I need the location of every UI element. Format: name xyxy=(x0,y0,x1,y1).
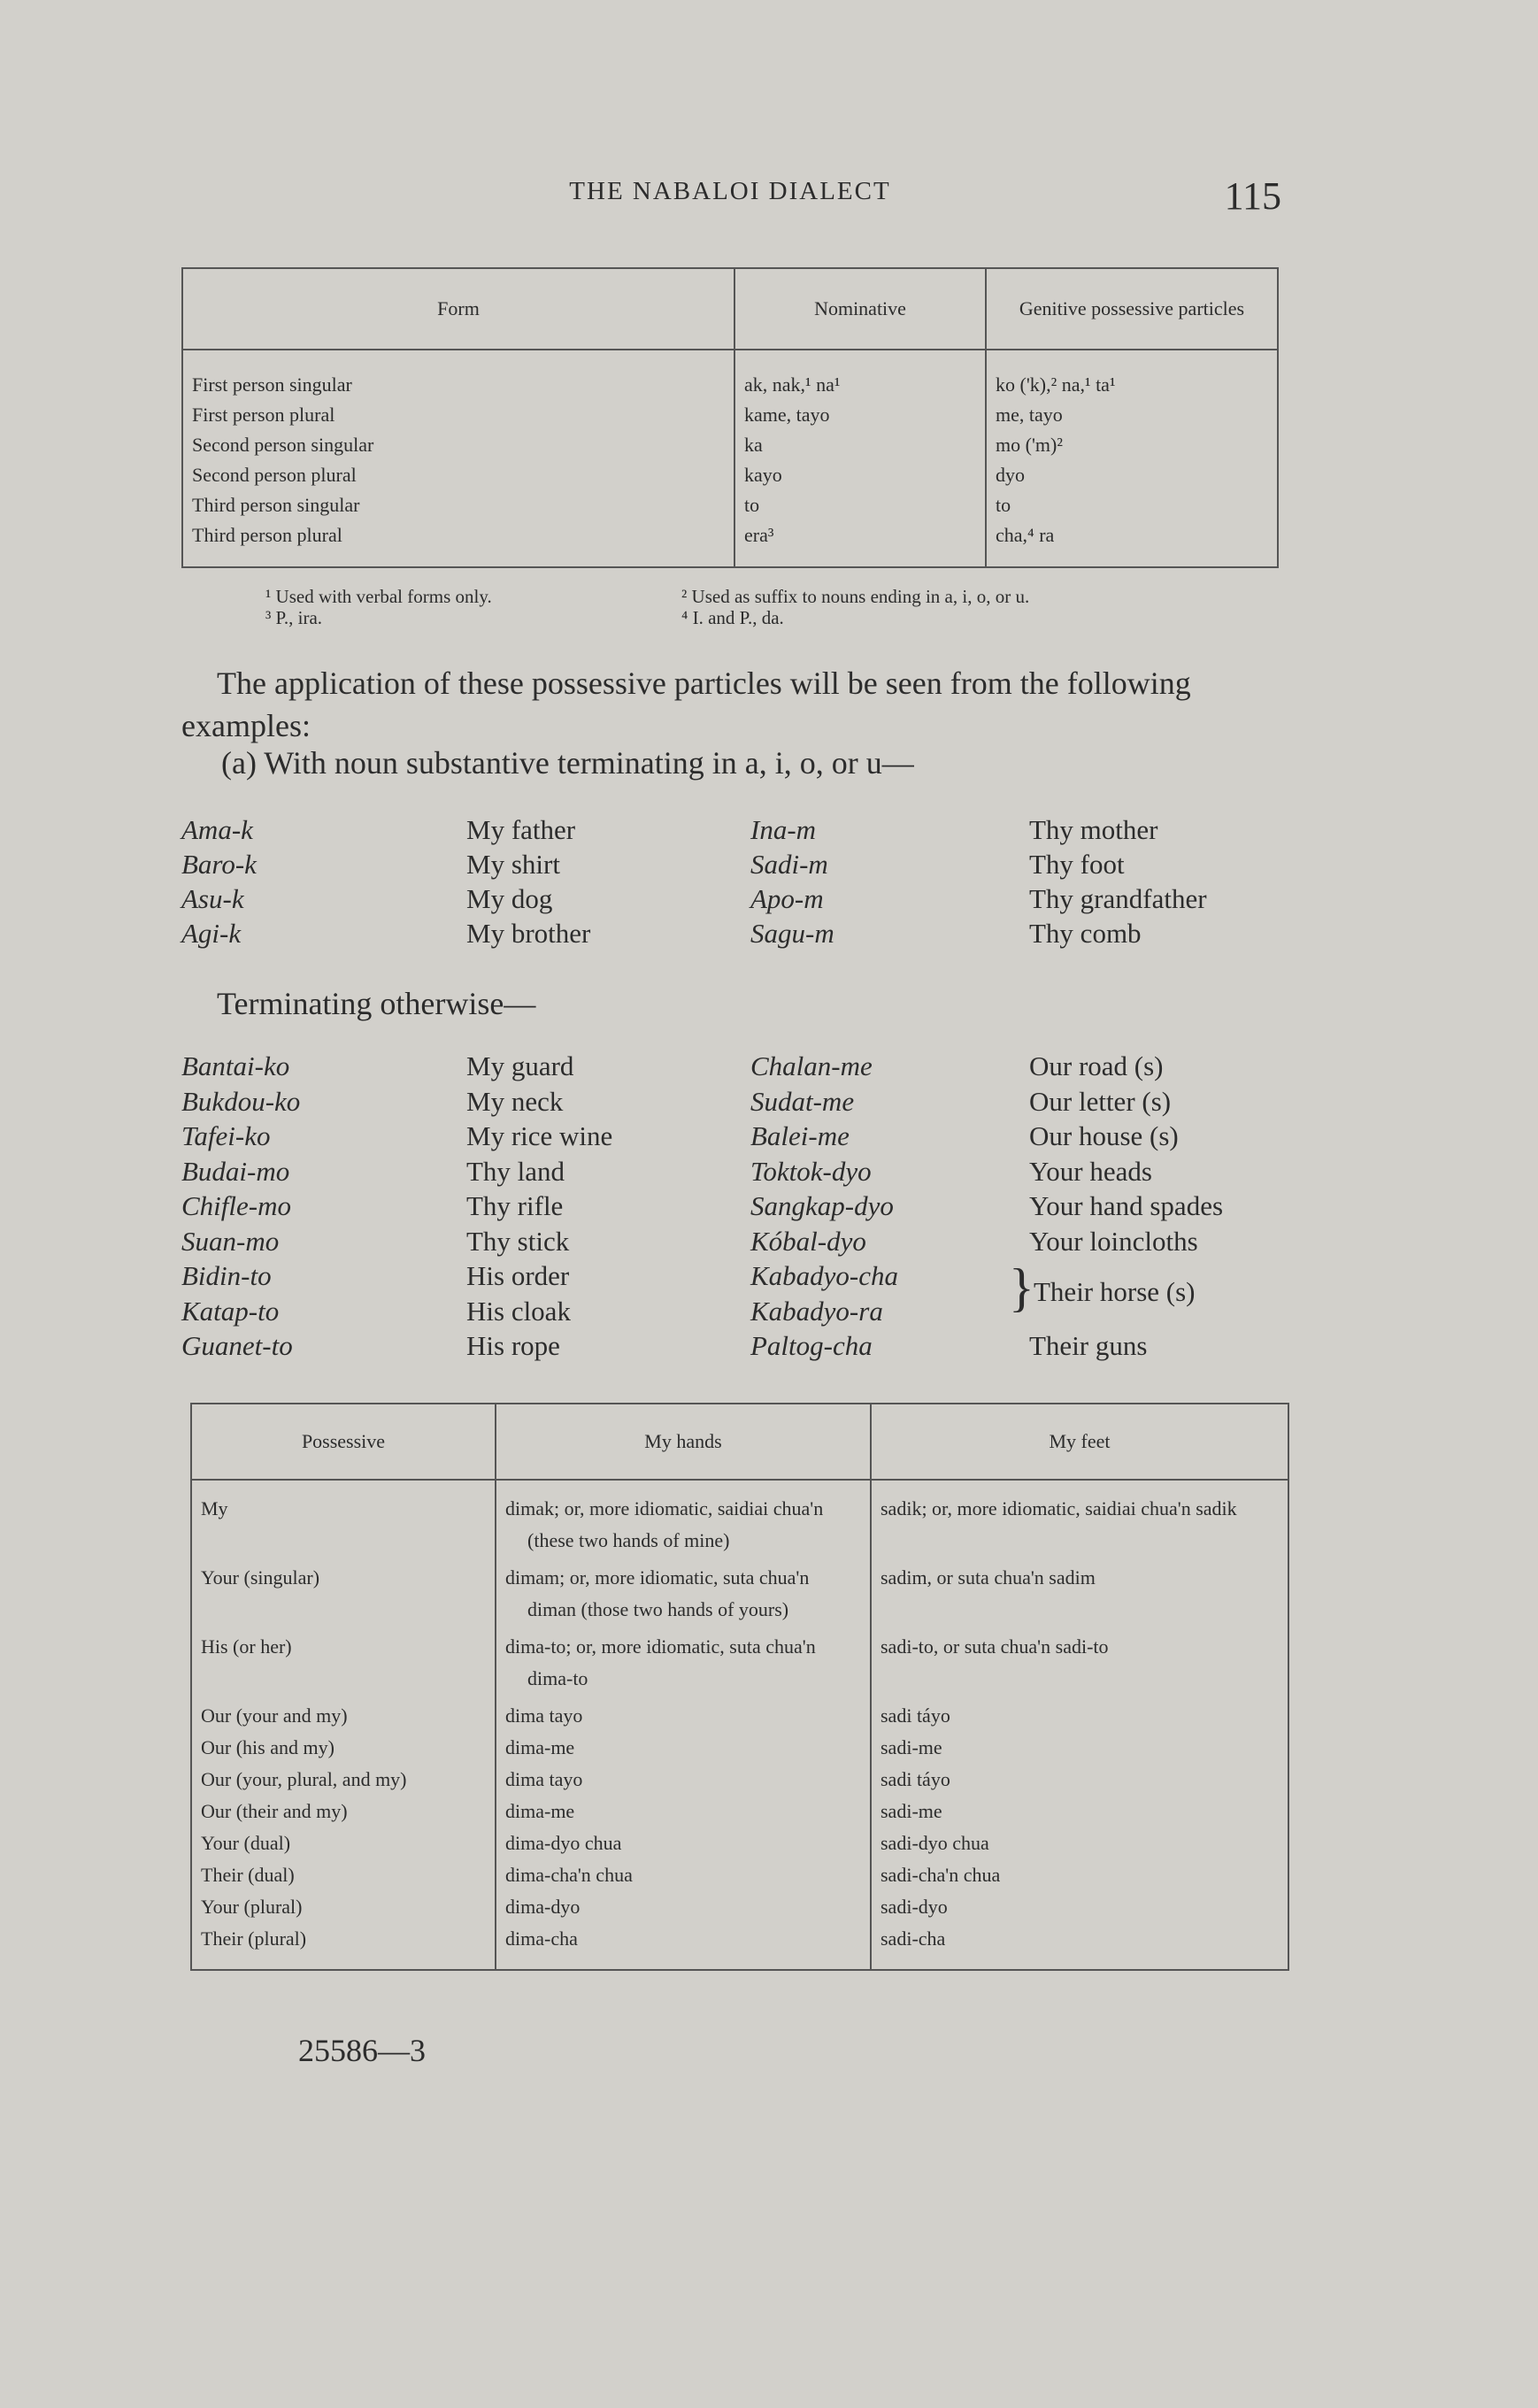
example-gloss: Our road (s) xyxy=(1029,1050,1164,1081)
cell-text: sadik; or, more idiomatic, saidiai chua'n sadik xyxy=(881,1497,1237,1519)
possessive-label xyxy=(191,1891,496,1923)
table-row xyxy=(191,1859,1288,1891)
nominative-cell: era³ xyxy=(734,520,986,567)
possessive-label xyxy=(191,1480,496,1562)
example-gloss: Thy stick xyxy=(466,1225,570,1257)
feet-cell xyxy=(871,1859,1288,1891)
example-form: Tafei-ko xyxy=(181,1120,271,1151)
cell-text: Your (plural) xyxy=(201,1896,303,1918)
possessive-label xyxy=(191,1562,496,1631)
genitive-cell: dyo xyxy=(986,460,1278,490)
hands-cell xyxy=(496,1732,871,1764)
hands-cell xyxy=(496,1827,871,1859)
feet-cell xyxy=(871,1923,1288,1970)
cell-text: dima-cha'n chua xyxy=(505,1864,633,1886)
cell-text: dimam; or, more idiomatic, suta chua'n diman (those two hands of yours) xyxy=(505,1566,810,1620)
table-row xyxy=(182,400,1278,430)
row-label: Second person singular xyxy=(192,434,377,456)
footnote-1: ¹ Used with verbal forms only. xyxy=(265,586,492,607)
cell-text: sadi-cha'n chua xyxy=(881,1864,1001,1886)
example-gloss: Thy foot xyxy=(1029,849,1125,880)
table-row xyxy=(191,1631,1288,1700)
example-form: Kóbal-dyo xyxy=(750,1225,866,1257)
cell-text: Our (his and my) xyxy=(201,1736,335,1758)
example-gloss: My rice wine xyxy=(466,1120,613,1151)
example-form: Ina-m xyxy=(750,814,817,845)
example-form: Suan-mo xyxy=(181,1225,280,1257)
brace-symbol: } xyxy=(1009,1258,1034,1317)
possessive-label xyxy=(191,1732,496,1764)
cell-text: sadim, or suta chua'n sadim xyxy=(881,1566,1096,1589)
cell-text: Our (your and my) xyxy=(201,1704,348,1727)
example-form: Baro-k xyxy=(181,849,257,880)
example-gloss: My father xyxy=(466,814,576,845)
table-row xyxy=(191,1700,1288,1732)
example-gloss: Thy comb xyxy=(1029,918,1142,949)
example-form: Kabadyo-ra xyxy=(750,1295,883,1327)
example-form: Chifle-mo xyxy=(181,1190,291,1221)
genitive-cell: to xyxy=(986,490,1278,520)
genitive-cell: mo ('m)² xyxy=(986,430,1278,460)
nominative-cell: to xyxy=(734,490,986,520)
table-row xyxy=(191,1827,1288,1859)
signature-mark: 25586—3 xyxy=(298,2033,426,2068)
row-label: First person plural xyxy=(192,404,338,426)
possessive-label xyxy=(191,1859,496,1891)
cell-text: Your (singular) xyxy=(201,1566,320,1589)
nominative-cell: kayo xyxy=(734,460,986,490)
cell-text: sadi-me xyxy=(881,1800,942,1822)
cell-text: dima tayo xyxy=(505,1768,583,1790)
example-gloss: My guard xyxy=(466,1050,574,1081)
footnote-2: ² Used as suffix to nouns ending in a, i, o, or u. xyxy=(681,586,1030,607)
running-head: THE NABALOI DIALECT xyxy=(569,177,891,205)
example-form: Ama-k xyxy=(181,814,253,845)
intro-paragraph: The application of these possessive particles will be seen from the following examples: xyxy=(181,665,1191,743)
table-row xyxy=(182,520,1278,567)
example-gloss: Your loincloths xyxy=(1029,1225,1198,1257)
section-otherwise-heading: Terminating otherwise— xyxy=(217,986,536,1021)
feet-cell xyxy=(871,1631,1288,1700)
example-form: Paltog-cha xyxy=(750,1330,873,1361)
example-gloss: Your heads xyxy=(1029,1155,1152,1187)
table-row xyxy=(191,1764,1288,1796)
example-form: Sangkap-dyo xyxy=(750,1190,894,1221)
cell-text: dima-to; or, more idiomatic, suta chua'n dima-to xyxy=(505,1635,816,1689)
nominative-cell: ka xyxy=(734,430,986,460)
example-gloss: Our house (s) xyxy=(1029,1120,1179,1151)
hands-feet-table xyxy=(190,1403,1289,1971)
example-row xyxy=(0,1190,1538,1226)
example-form: Guanet-to xyxy=(181,1330,293,1361)
example-row xyxy=(0,1120,1538,1156)
feet-cell xyxy=(871,1700,1288,1732)
table-row xyxy=(182,460,1278,490)
example-row xyxy=(0,1296,1538,1331)
example-row xyxy=(0,1050,1538,1086)
example-form: Kabadyo-cha xyxy=(750,1260,899,1291)
example-form: Bukdou-ko xyxy=(181,1085,301,1117)
column-header-nominative: Nominative xyxy=(734,268,986,350)
cell-text: Our (your, plural, and my) xyxy=(201,1768,407,1790)
feet-cell xyxy=(871,1764,1288,1796)
example-row xyxy=(0,1330,1538,1366)
possessive-label xyxy=(191,1700,496,1732)
example-gloss: Thy land xyxy=(466,1155,565,1187)
table-row xyxy=(191,1923,1288,1970)
example-gloss: Thy mother xyxy=(1029,814,1158,845)
possessive-label xyxy=(191,1827,496,1859)
example-form: Balei-me xyxy=(750,1120,850,1151)
example-form: Asu-k xyxy=(181,883,244,914)
cell-text: dima-dyo chua xyxy=(505,1832,622,1854)
example-gloss: Their guns xyxy=(1029,1330,1148,1361)
possessive-label xyxy=(191,1796,496,1827)
example-form: Chalan-me xyxy=(750,1050,873,1081)
cell-text: dima tayo xyxy=(505,1704,583,1727)
possessive-label xyxy=(191,1631,496,1700)
table-row xyxy=(182,430,1278,460)
table-row xyxy=(182,350,1278,400)
example-row xyxy=(0,883,1538,919)
cell-text: Your (dual) xyxy=(201,1832,291,1854)
page-number: 115 xyxy=(1224,174,1281,218)
table-row xyxy=(182,490,1278,520)
column-header-genitive: Genitive possessive particles xyxy=(986,268,1278,350)
genitive-cell: ko ('k),² na,¹ ta¹ xyxy=(986,350,1278,400)
column-header-my-feet: My feet xyxy=(871,1404,1288,1480)
example-gloss: My brother xyxy=(466,918,591,949)
column-header-form: Form xyxy=(182,268,734,350)
row-label: Second person plural xyxy=(192,464,360,486)
hands-cell xyxy=(496,1891,871,1923)
row-label: Third person plural xyxy=(192,524,346,546)
example-row xyxy=(0,849,1538,884)
cell-text: sadi-dyo xyxy=(881,1896,948,1918)
cell-text: sadi-cha xyxy=(881,1927,946,1950)
feet-cell xyxy=(871,1891,1288,1923)
cell-text: dima-dyo xyxy=(505,1896,581,1918)
cell-text: Their (dual) xyxy=(201,1864,295,1886)
footnote-3: ³ P., ira. xyxy=(265,607,323,628)
cell-text: sadi táyo xyxy=(881,1768,950,1790)
feet-cell xyxy=(871,1796,1288,1827)
example-gloss: My shirt xyxy=(466,849,560,880)
cell-text: sadi táyo xyxy=(881,1704,950,1727)
table-row xyxy=(191,1732,1288,1764)
row-label: Third person singular xyxy=(192,494,363,516)
example-gloss: Thy rifle xyxy=(466,1190,564,1221)
example-form: Sudat-me xyxy=(750,1085,855,1117)
example-gloss: Thy grandfather xyxy=(1029,883,1207,914)
example-gloss: His order xyxy=(466,1260,570,1291)
cell-text: Our (their and my) xyxy=(201,1800,348,1822)
cell-text: dima-cha xyxy=(505,1927,578,1950)
example-form: Apo-m xyxy=(750,883,824,914)
feet-cell xyxy=(871,1732,1288,1764)
nominative-cell: ak, nak,¹ na¹ xyxy=(734,350,986,400)
cell-text: dima-me xyxy=(505,1736,575,1758)
feet-cell xyxy=(871,1562,1288,1631)
example-gloss: Your hand spades xyxy=(1029,1190,1224,1221)
hands-cell xyxy=(496,1764,871,1796)
example-gloss: Our letter (s) xyxy=(1029,1085,1172,1117)
example-form: Toktok-dyo xyxy=(750,1155,872,1187)
cell-text: My xyxy=(201,1497,228,1519)
possessive-label xyxy=(191,1764,496,1796)
column-header-my-hands: My hands xyxy=(496,1404,871,1480)
cell-text: dimak; or, more idiomatic, saidiai chua'n (these two hands of mine) xyxy=(505,1497,824,1551)
hands-cell xyxy=(496,1796,871,1827)
example-form: Bidin-to xyxy=(181,1260,272,1291)
possessive-label xyxy=(191,1923,496,1970)
genitive-cell: me, tayo xyxy=(986,400,1278,430)
example-form: Agi-k xyxy=(181,918,242,949)
example-row xyxy=(0,918,1538,953)
table-row xyxy=(191,1796,1288,1827)
example-form: Budai-mo xyxy=(181,1155,290,1187)
feet-cell xyxy=(871,1827,1288,1859)
cell-text: His (or her) xyxy=(201,1635,292,1658)
example-gloss: His rope xyxy=(466,1330,560,1361)
example-row xyxy=(0,814,1538,850)
example-form: Katap-to xyxy=(181,1295,280,1327)
example-form: Bantai-ko xyxy=(181,1050,290,1081)
footnote-4: ⁴ I. and P., da. xyxy=(681,607,784,628)
feet-cell xyxy=(871,1480,1288,1562)
example-form: Sadi-m xyxy=(750,849,828,880)
example-form: Sagu-m xyxy=(750,918,834,949)
hands-cell xyxy=(496,1859,871,1891)
example-row xyxy=(0,1086,1538,1121)
cell-text: dima-me xyxy=(505,1800,575,1822)
example-gloss: His cloak xyxy=(466,1295,571,1327)
example-row xyxy=(0,1260,1538,1296)
example-gloss: My neck xyxy=(466,1085,564,1117)
cell-text: sadi-to, or suta chua'n sadi-to xyxy=(881,1635,1109,1658)
hands-cell xyxy=(496,1480,871,1562)
nominative-cell: kame, tayo xyxy=(734,400,986,430)
pronoun-table xyxy=(181,267,1279,568)
hands-cell xyxy=(496,1923,871,1970)
section-a-heading: (a) With noun substantive terminating in a, i, o, or u— xyxy=(221,745,914,781)
hands-cell xyxy=(496,1631,871,1700)
hands-cell xyxy=(496,1700,871,1732)
column-header-possessive: Possessive xyxy=(191,1404,496,1480)
cell-text: sadi-dyo chua xyxy=(881,1832,989,1854)
example-gloss: My dog xyxy=(466,883,553,914)
example-row xyxy=(0,1156,1538,1191)
table-row xyxy=(191,1562,1288,1631)
table-row xyxy=(191,1480,1288,1562)
example-row xyxy=(0,1226,1538,1261)
genitive-cell: cha,⁴ ra xyxy=(986,520,1278,567)
hands-cell xyxy=(496,1562,871,1631)
row-label: First person singular xyxy=(192,373,356,396)
cell-text: sadi-me xyxy=(881,1736,942,1758)
cell-text: Their (plural) xyxy=(201,1927,307,1950)
their-horse-label: Their horse (s) xyxy=(1034,1276,1196,1307)
table-row xyxy=(191,1891,1288,1923)
